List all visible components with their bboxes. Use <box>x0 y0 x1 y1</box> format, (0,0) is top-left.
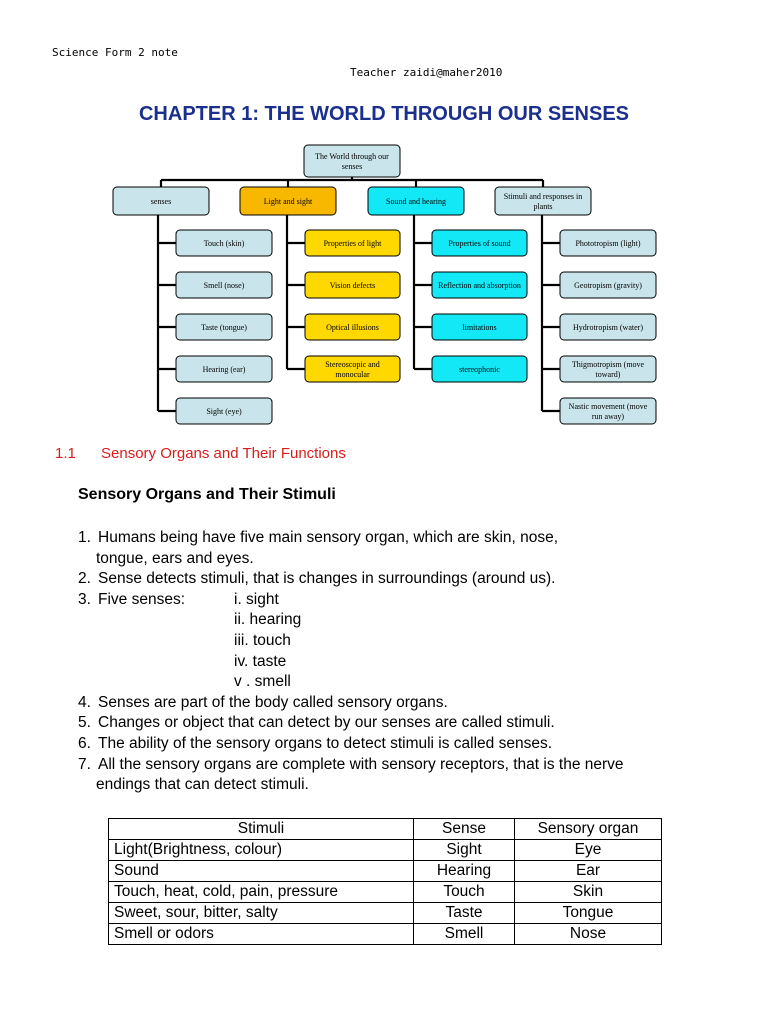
diagram-category <box>113 187 209 215</box>
list-subitem: iii. touch <box>234 631 291 649</box>
list-item <box>78 693 718 714</box>
list-subitem: v . smell <box>234 673 291 691</box>
header-sensory-organ: Sensory organ <box>515 819 662 840</box>
list-subitem: ii. hearing <box>234 611 302 629</box>
table-cell: Smell <box>414 924 515 945</box>
table-cell: Smell or odors <box>109 924 414 945</box>
diagram-category-label: Stimuli and responses in <box>503 192 583 201</box>
diagram-node <box>560 272 656 298</box>
diagram-node-label: Vision defects <box>329 281 376 290</box>
table-cell: Ear <box>515 861 662 882</box>
list-text: Five senses: <box>98 590 186 608</box>
list-text: Senses are part of the body called sensory organs. <box>98 693 448 711</box>
concept-boxes <box>113 145 656 424</box>
diagram-node <box>176 356 272 382</box>
diagram-node <box>305 230 400 256</box>
diagram-node <box>560 398 656 424</box>
diagram-node-label: Sight (eye) <box>206 407 242 416</box>
diagram-node-label: Reflection and absorption <box>438 281 521 290</box>
diagram-node-label: limitations <box>462 323 497 332</box>
table-cell: Tongue <box>515 903 662 924</box>
diagram-node-label: Phototropism (light) <box>575 239 641 248</box>
diagram-node-label: Thigmotropism (move <box>571 360 645 369</box>
header-stimuli: Stimuli <box>109 819 414 840</box>
diagram-root <box>304 145 400 177</box>
list-item <box>78 549 718 570</box>
table-cell: Light(Brightness, colour) <box>109 840 414 861</box>
list-text: The ability of the sensory organs to detect stimuli is called senses. <box>98 734 553 752</box>
diagram-node <box>305 272 400 298</box>
list-text: Humans being have five main sensory organ, which are skin, nose, <box>98 529 559 546</box>
diagram-node-label: Hydrotropism (water) <box>573 323 643 332</box>
list-number: 7. <box>78 755 91 773</box>
list-text: All the sensory organs are complete with sensory receptors, that is the nerve <box>98 755 624 773</box>
list-number: 2. <box>78 570 91 588</box>
diagram-node <box>176 230 272 256</box>
diagram-category-label: senses <box>150 197 172 206</box>
table-cell: Sight <box>414 840 515 861</box>
teacher-credit: Teacher zaidi@maher2010 <box>350 66 503 79</box>
list-number: 6. <box>78 734 91 752</box>
diagram-node <box>176 398 272 424</box>
diagram-node-label: Taste (tongue) <box>201 323 247 332</box>
diagram-node-label: Hearing (ear) <box>202 365 246 374</box>
diagram-category <box>240 187 336 215</box>
course-note: Science Form 2 note <box>52 46 178 59</box>
diagram-node-label: monocular <box>335 370 370 379</box>
list-text: Changes or object that can detect by our senses are called stimuli. <box>98 714 555 732</box>
diagram-node <box>560 230 656 256</box>
table-cell: Touch <box>414 882 515 903</box>
diagram-node-label: toward) <box>595 370 621 379</box>
table-row <box>109 882 662 903</box>
list-text: Sense detects stimuli, that is changes in surroundings (around us). <box>98 570 556 588</box>
list-item <box>78 734 718 755</box>
diagram-node-label: Smell (nose) <box>203 281 245 290</box>
section-title: Sensory Organs and Their Functions <box>101 445 346 462</box>
header-sense: Sense <box>414 819 515 840</box>
diagram-category-label: plants <box>533 202 553 211</box>
list-number: 4. <box>78 693 91 711</box>
diagram-node <box>432 230 527 256</box>
list-item <box>78 569 718 590</box>
list-item <box>78 672 718 693</box>
diagram-node-label: Stereoscopic and <box>325 360 380 369</box>
list-subitem: i. sight <box>234 590 279 608</box>
table-cell: Eye <box>515 840 662 861</box>
diagram-category-label: Light and sight <box>263 197 313 206</box>
table-cell: Skin <box>515 882 662 903</box>
list-number: 5. <box>78 714 91 732</box>
list-item <box>78 528 718 549</box>
table-row <box>109 903 662 924</box>
diagram-root-label: senses <box>341 162 363 171</box>
numbered-list <box>78 528 718 796</box>
table-cell: Sound <box>109 861 414 882</box>
diagram-node <box>560 356 656 382</box>
table-cell: Sweet, sour, bitter, salty <box>109 903 414 924</box>
list-number: 3. <box>78 590 91 608</box>
list-item <box>78 652 718 673</box>
diagram-category <box>368 187 464 215</box>
chapter-title: CHAPTER 1: THE WORLD THROUGH OUR SENSES <box>138 103 630 125</box>
diagram-node-label: Properties of sound <box>448 239 511 248</box>
table-cell: Nose <box>515 924 662 945</box>
diagram-root-label: The World through our <box>315 152 389 161</box>
subheading: Sensory Organs and Their Stimuli <box>78 486 336 503</box>
diagram-node-label: Properties of light <box>323 239 382 248</box>
table-row <box>109 861 662 882</box>
list-item <box>78 755 718 776</box>
list-text: endings that can detect stimuli. <box>96 776 309 794</box>
table-row <box>109 840 662 861</box>
list-text: tongue, ears and eyes. <box>96 549 254 567</box>
table-cell: Taste <box>414 903 515 924</box>
diagram-node <box>305 314 400 340</box>
diagram-node <box>432 356 527 382</box>
diagram-node <box>176 272 272 298</box>
concept-map <box>0 140 768 435</box>
stimuli-table <box>108 818 662 945</box>
diagram-node-label: stereophonic <box>459 365 500 374</box>
list-item <box>78 713 718 734</box>
table-cell: Touch, heat, cold, pain, pressure <box>109 882 414 903</box>
diagram-node-label: Touch (skin) <box>203 239 245 248</box>
table-header-row <box>109 819 662 840</box>
section-heading <box>55 445 346 462</box>
diagram-category-label: Sound and hearing <box>386 197 446 206</box>
diagram-node <box>176 314 272 340</box>
diagram-category <box>495 187 591 215</box>
list-item <box>78 590 718 611</box>
table-row <box>109 924 662 945</box>
table-cell: Hearing <box>414 861 515 882</box>
list-item <box>78 610 718 631</box>
diagram-node-label: Geotropism (gravity) <box>574 281 642 290</box>
list-number: 1. <box>78 529 91 546</box>
diagram-node <box>560 314 656 340</box>
section-number: 1.1 <box>55 445 76 462</box>
diagram-node-label: Optical illusions <box>326 323 379 332</box>
diagram-node <box>305 356 400 382</box>
list-subitem: iv. taste <box>234 652 287 670</box>
list-item <box>78 631 718 652</box>
diagram-node <box>432 272 527 298</box>
diagram-root-shape <box>304 145 400 177</box>
diagram-node-label: run away) <box>591 412 625 421</box>
diagram-node-label: Nastic movement (move <box>568 402 648 411</box>
list-item <box>78 775 718 796</box>
diagram-node <box>432 314 527 340</box>
